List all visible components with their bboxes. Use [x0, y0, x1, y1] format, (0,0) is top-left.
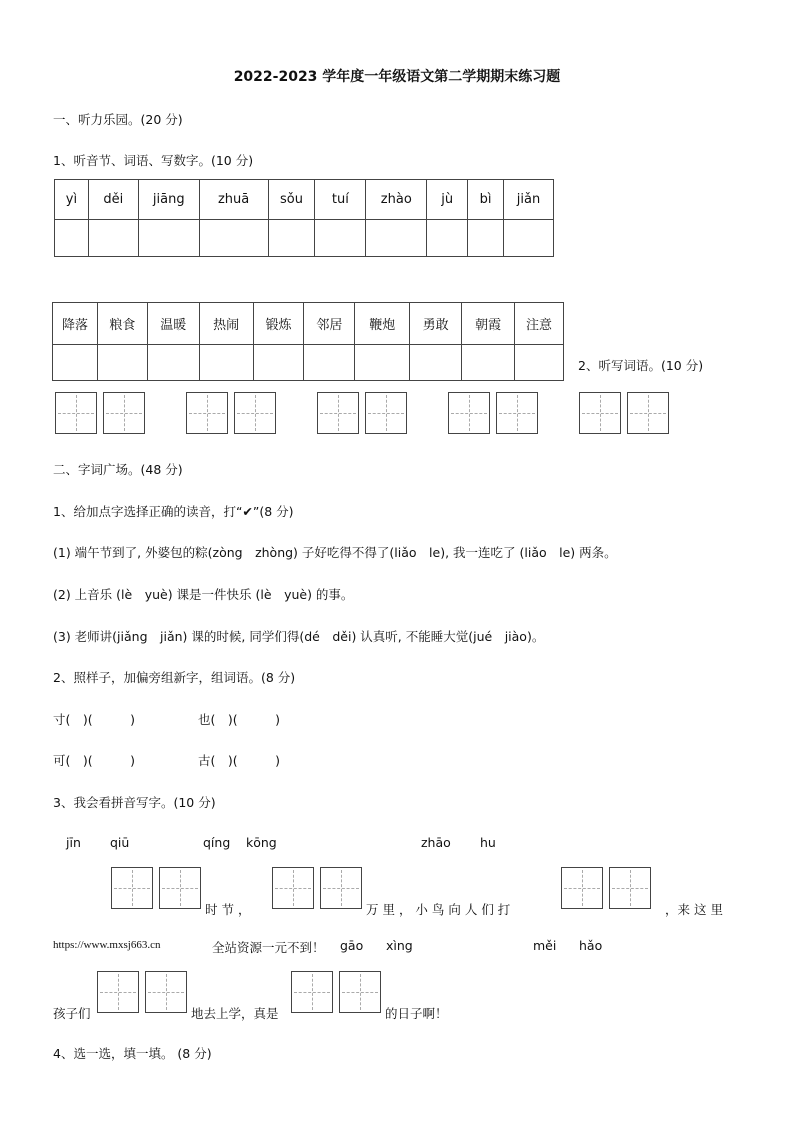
- writing-box[interactable]: [627, 392, 669, 434]
- words-table: [52, 302, 564, 381]
- word-cell: 锻炼: [253, 303, 304, 345]
- writing-box[interactable]: [339, 971, 381, 1013]
- pronunciation-line: (1) 端午节到了, 外婆包的粽(zòng zhòng) 子好吃得不得了(liǎo le), 我一连吃了 (liǎo le) 两条。: [53, 545, 617, 560]
- answer-cell[interactable]: [304, 345, 355, 381]
- answer-cell[interactable]: [410, 345, 462, 381]
- pinyin-label: měi: [533, 938, 557, 953]
- pinyin-label: qíng: [203, 835, 231, 850]
- radical-item[interactable]: 可( )( ): [53, 753, 136, 768]
- s2-q3-heading: 3、我会看拼音写字。(10 分): [53, 795, 216, 810]
- section2-heading: 二、字词广场。(48 分): [53, 462, 183, 477]
- pinyin-cell: zhào: [366, 180, 427, 220]
- answer-cell[interactable]: [53, 345, 98, 381]
- sentence-text: 孩子们: [53, 1006, 91, 1021]
- writing-box[interactable]: [159, 867, 201, 909]
- watermark-url: https://www.mxsj663.cn: [53, 939, 161, 951]
- sentence-text: ，来 这 里: [665, 902, 723, 917]
- sentence-text: 时 节 ，: [205, 902, 251, 917]
- answer-cell[interactable]: [55, 220, 89, 257]
- writing-box[interactable]: [579, 392, 621, 434]
- writing-box[interactable]: [320, 867, 362, 909]
- pinyin-cell: děi: [88, 180, 138, 220]
- section1-heading: 一、听力乐园。(20 分): [53, 112, 183, 127]
- word-cell: 注意: [515, 303, 564, 345]
- writing-box[interactable]: [365, 392, 407, 434]
- pinyin-cell: jiǎn: [504, 180, 554, 220]
- writing-box[interactable]: [272, 867, 314, 909]
- q2-heading: 2、听写词语。(10 分): [578, 358, 704, 373]
- pinyin-label: kōng: [246, 835, 277, 850]
- answer-cell[interactable]: [97, 345, 147, 381]
- pinyin-table: [54, 179, 554, 257]
- pinyin-cell: jiāng: [138, 180, 199, 220]
- pinyin-label: xìng: [386, 938, 413, 953]
- writing-box[interactable]: [234, 392, 276, 434]
- answer-cell[interactable]: [147, 345, 199, 381]
- word-cell: 降落: [53, 303, 98, 345]
- answer-cell[interactable]: [515, 345, 564, 381]
- pinyin-label: zhāo: [421, 835, 451, 850]
- writing-box[interactable]: [561, 867, 603, 909]
- word-cell: 粮食: [97, 303, 147, 345]
- writing-box[interactable]: [55, 392, 97, 434]
- answer-cell[interactable]: [468, 220, 504, 257]
- answer-cell[interactable]: [268, 220, 315, 257]
- s2-q2-heading: 2、照样子，加偏旁组新字，组词语。(8 分): [53, 670, 296, 685]
- s2-q4-heading: 4、选一选，填一填。 (8 分): [53, 1046, 212, 1061]
- pronunciation-line: (2) 上音乐 (lè yuè) 课是一件快乐 (lè yuè) 的事。: [53, 587, 354, 602]
- pinyin-label: jīn: [66, 835, 81, 850]
- pinyin-label: hu: [480, 835, 496, 850]
- word-cell: 温暖: [147, 303, 199, 345]
- pinyin-label: qiū: [110, 835, 130, 850]
- answer-cell[interactable]: [138, 220, 199, 257]
- pinyin-cell: sǒu: [268, 180, 315, 220]
- writing-box[interactable]: [103, 392, 145, 434]
- pinyin-cell: jù: [427, 180, 468, 220]
- sentence-text: 的日子啊！: [385, 1006, 448, 1021]
- radical-item[interactable]: 也( )( ): [198, 712, 281, 727]
- writing-box[interactable]: [448, 392, 490, 434]
- word-cell: 朝霞: [462, 303, 515, 345]
- writing-box[interactable]: [186, 392, 228, 434]
- answer-cell[interactable]: [355, 345, 410, 381]
- answer-cell[interactable]: [88, 220, 138, 257]
- answer-cell[interactable]: [199, 345, 253, 381]
- writing-box[interactable]: [145, 971, 187, 1013]
- word-cell: 邻居: [304, 303, 355, 345]
- answer-cell[interactable]: [253, 345, 304, 381]
- ad-text: 全站资源一元不到！: [212, 940, 325, 955]
- page-title: 2022-2023 学年度一年级语文第二学期期末练习题: [233, 69, 561, 85]
- sentence-text: 地去上学，真是: [191, 1006, 279, 1021]
- word-cell: 勇敢: [410, 303, 462, 345]
- radical-item[interactable]: 寸( )( ): [53, 712, 136, 727]
- s2-q1-heading: 1、给加点字选择正确的读音，打“✔”(8 分): [53, 504, 294, 519]
- pinyin-label: gāo: [340, 938, 364, 953]
- sentence-text: 万 里 ， 小 鸟 向 人 们 打: [366, 902, 511, 917]
- answer-cell[interactable]: [199, 220, 268, 257]
- writing-box[interactable]: [291, 971, 333, 1013]
- pinyin-cell: zhuā: [199, 180, 268, 220]
- pinyin-cell: yì: [55, 180, 89, 220]
- q1-heading: 1、听音节、词语、写数字。(10 分): [53, 153, 254, 168]
- pronunciation-line: (3) 老师讲(jiǎng jiǎn) 课的时候, 同学们得(dé děi) 认真听, 不能睡大觉(jué jiào)。: [53, 629, 545, 644]
- word-cell: 鞭炮: [355, 303, 410, 345]
- writing-box[interactable]: [111, 867, 153, 909]
- writing-box[interactable]: [609, 867, 651, 909]
- answer-cell[interactable]: [315, 220, 366, 257]
- word-cell: 热闹: [199, 303, 253, 345]
- pinyin-label: hǎo: [579, 938, 603, 953]
- radical-item[interactable]: 古( )( ): [198, 753, 281, 768]
- writing-box[interactable]: [97, 971, 139, 1013]
- writing-box[interactable]: [317, 392, 359, 434]
- pinyin-cell: tuí: [315, 180, 366, 220]
- answer-cell[interactable]: [366, 220, 427, 257]
- pinyin-cell: bì: [468, 180, 504, 220]
- answer-cell[interactable]: [504, 220, 554, 257]
- answer-cell[interactable]: [462, 345, 515, 381]
- answer-cell[interactable]: [427, 220, 468, 257]
- writing-box[interactable]: [496, 392, 538, 434]
